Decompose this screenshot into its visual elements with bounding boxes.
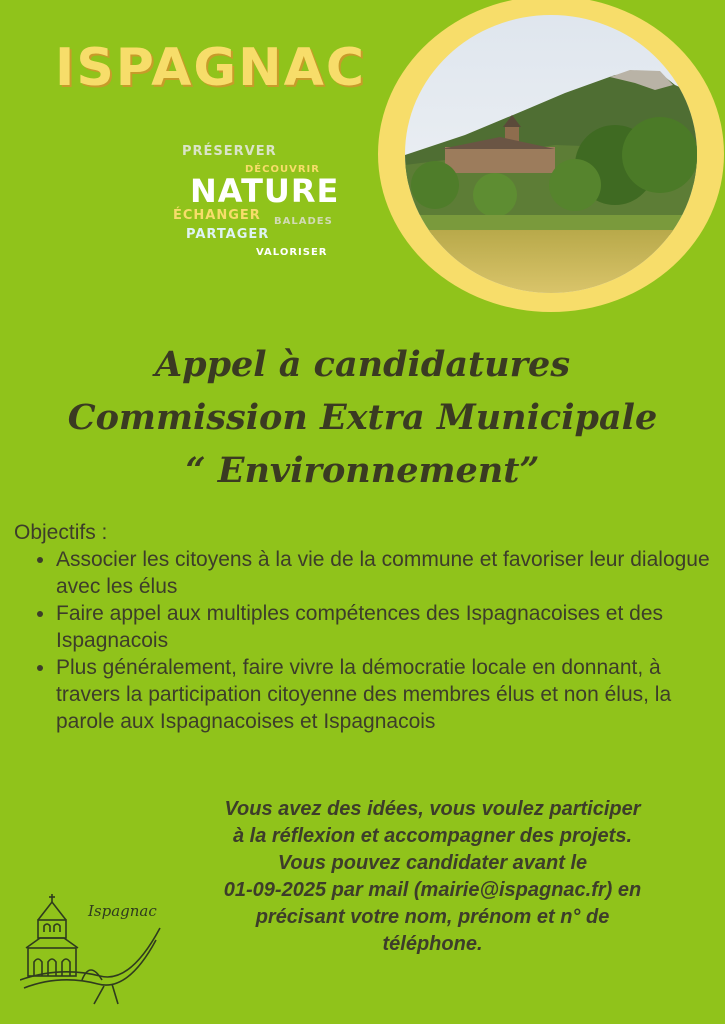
word-decouvrir: DÉCOUVRIR xyxy=(245,164,320,175)
heading-line-1: Appel à candidatures xyxy=(154,344,571,385)
callout-line: 01-09-2025 par mail (mairie@ispagnac.fr) en xyxy=(223,879,642,901)
word-valoriser: VALORISER xyxy=(256,247,328,258)
word-echanger: ÉCHANGER xyxy=(173,208,261,223)
callout-line: Vous pouvez candidater avant le xyxy=(277,852,588,874)
heading-line-3: “ Environnement” xyxy=(185,450,540,491)
word-preserver: PRÉSERVER xyxy=(182,144,277,159)
call-to-action xyxy=(160,796,705,958)
logo-text: Ispagnac xyxy=(88,902,157,920)
objectives-label: Objectifs : xyxy=(14,521,108,544)
callout-line: Vous avez des idées, vous voulez participer xyxy=(224,798,641,820)
objective-item: • Faire appel aux multiples compétences des Ispagnacoises et des Ispagnacois xyxy=(56,600,714,654)
village-photo xyxy=(405,15,697,293)
callout-line: précisant votre nom, prénom et n° de xyxy=(255,906,610,928)
callout-line: téléphone. xyxy=(382,933,483,955)
callout-line: à la réflexion et accompagner des projets. xyxy=(232,825,633,847)
objective-item: • Associer les citoyens à la vie de la commune et favoriser leur dialogue avec les élus xyxy=(56,546,714,600)
word-partager: PARTAGER xyxy=(186,227,270,242)
word-nature: NATURE xyxy=(190,172,340,210)
objective-item: • Plus généralement, faire vivre la démocratie locale en donnant, à travers la participation citoyenne des membres élus et non élus, la parole aux Ispagnacoises et Ispagnacois xyxy=(56,654,714,735)
town-title: ISPAGNAC xyxy=(55,38,366,98)
word-balades: BALADES xyxy=(274,216,333,227)
announcement-heading xyxy=(0,338,725,497)
objectives-section xyxy=(14,519,714,735)
heading-line-2: Commission Extra Municipale xyxy=(67,397,658,438)
word-cloud xyxy=(170,140,350,265)
objectives-list xyxy=(14,546,714,735)
